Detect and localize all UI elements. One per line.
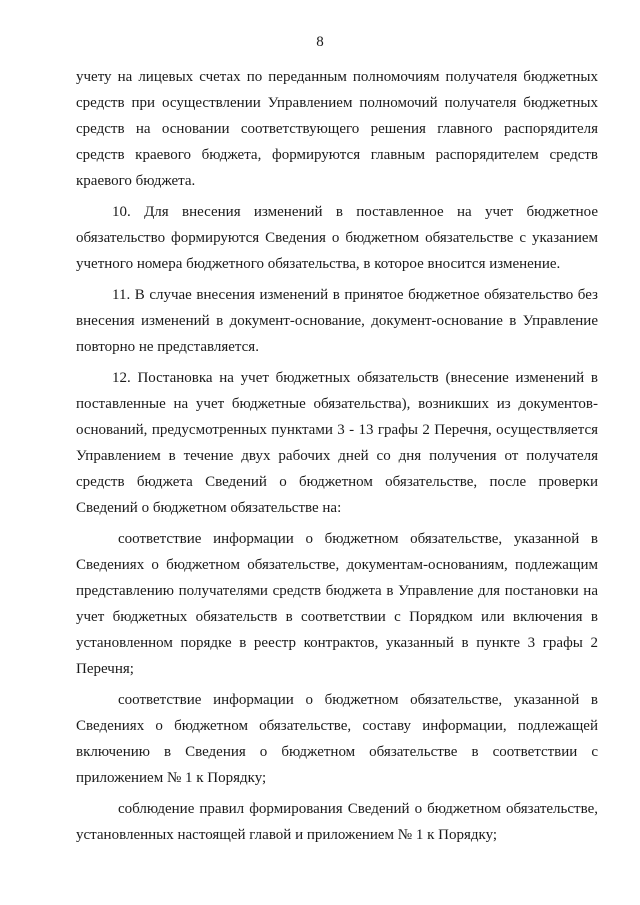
check-item-documents: соответствие информации о бюджетном обязательстве, указанной в Сведениях о бюджетном обязательстве, документам-основаниям, подлежащим представлению получателями средств бюджета в Управление для постановки на учет бюджетных обязательств в соответствии с Порядком или включения в установленном порядке в реестр контрактов, указанный в пункте 3 графы 2 Перечня; — [76, 531, 598, 677]
paragraph-10: 10. Для внесения изменений в поставленное на учет бюджетное обязательство формируются Сведения о бюджетном обязательстве с указанием учетного номера бюджетного обязательства, в которое вносится изменение. — [76, 204, 598, 272]
paragraph-11: 11. В случае внесения изменений в принятое бюджетное обязательство без внесения изменений в документ-основание, документ-основание в Управление повторно не представляется. — [76, 287, 598, 355]
paragraph-12: 12. Постановка на учет бюджетных обязательств (внесение изменений в поставленные на учет бюджетные обязательства), возникших из документов-оснований, предусмотренных пунктами 3 - 13 графы 2 Перечня, осуществляется Управлением в течение двух рабочих дней со дня получения от получателя средств бюджета Сведений о бюджетном обязательстве, после проверки Сведений о бюджетном обязательстве на: — [76, 370, 598, 516]
check-item-composition: соответствие информации о бюджетном обязательстве, указанной в Сведениях о бюджетном обязательстве, составу информации, подлежащей включению в Сведения о бюджетном обязательстве в соответствии с приложением № 1 к Порядку; — [76, 692, 598, 786]
check-item-rules: соблюдение правил формирования Сведений о бюджетном обязательстве, установленных настоящей главой и приложением № 1 к Порядку; — [76, 801, 598, 843]
document-body — [76, 64, 598, 853]
page-number: 8 — [316, 34, 324, 50]
paragraph-continuation: учету на лицевых счетах по переданным полномочиям получателя бюджетных средств при осуществлении Управлением полномочий получателя бюджетных средств на основании соответствующего решения главного распорядителя средств краевого бюджета, формируются главным распорядителем средств краевого бюджета. — [76, 69, 598, 189]
